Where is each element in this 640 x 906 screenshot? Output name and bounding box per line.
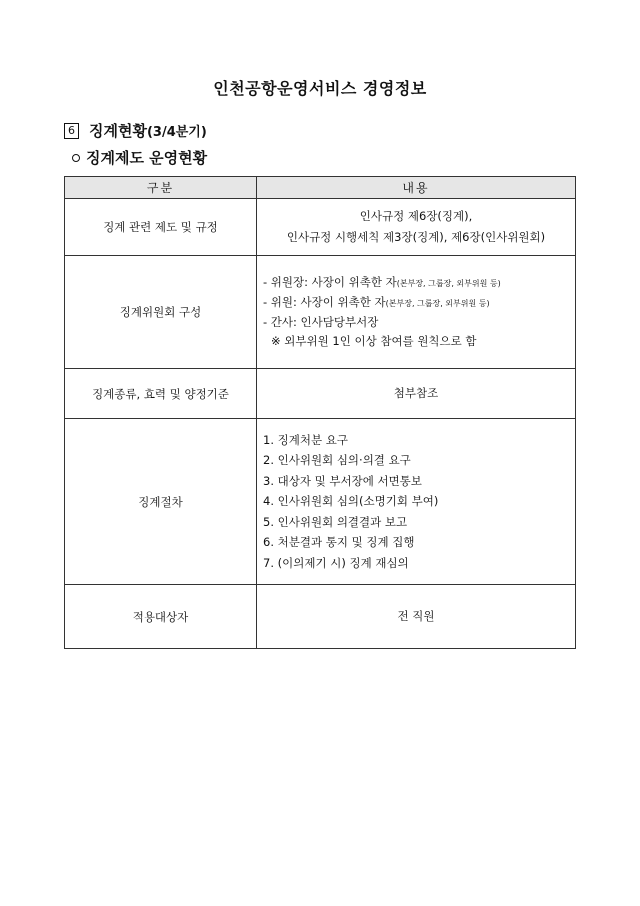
procedure-content (257, 419, 576, 585)
chair-text: - 위원장: 사장이 위촉한 자 (263, 275, 397, 289)
row-label: 적용대상자 (65, 585, 257, 649)
regulation-line: 인사규정 시행세칙 제3장(징계), 제6장(인사위원회) (286, 230, 546, 244)
member-detail: (본부장, 그룹장, 외부위원 등) (385, 299, 490, 308)
row-label: 징계절차 (65, 419, 257, 585)
table-row (65, 256, 576, 369)
procedure-step: 5. 인사위원회 의결결과 보고 (263, 514, 408, 529)
header-content: 내용 (257, 177, 576, 199)
types-content: 첨부참조 (257, 369, 576, 419)
subsection-heading (72, 147, 207, 168)
table-row (65, 419, 576, 585)
procedure-step: 4. 인사위원회 심의(소명기회 부여) (263, 494, 439, 509)
committee-member (263, 293, 575, 313)
table-row (65, 369, 576, 419)
regulation-content (257, 199, 576, 256)
procedure-step: 7. (이의제기 시) 징계 재심의 (263, 555, 409, 570)
procedure-step: 3. 대상자 및 부서장에 서면통보 (263, 473, 422, 488)
committee-content (257, 256, 576, 369)
regulation-line: 인사규정 제6장(징계), (359, 209, 473, 223)
committee-secretary: - 간사: 인사담당부서장 (263, 315, 379, 329)
section-number-box: 6 (64, 123, 79, 139)
target-content: 전 직원 (257, 585, 576, 649)
procedure-step: 2. 인사위원회 심의·의결 요구 (263, 453, 411, 468)
procedure-step: 1. 징계처분 요구 (263, 432, 348, 447)
section-title: 징계현황 (89, 122, 147, 140)
subsection-title: 징계제도 운영현황 (86, 149, 208, 167)
committee-chair (263, 273, 575, 293)
page-title: 인천공항운영서비스 경영정보 (213, 79, 427, 98)
table-row (65, 585, 576, 649)
section-heading (64, 120, 207, 141)
circle-bullet-icon (72, 154, 80, 162)
procedure-step: 6. 처분결과 통지 및 징계 집행 (263, 535, 415, 550)
row-label: 징계위원회 구성 (65, 256, 257, 369)
row-label: 징계종류, 효력 및 양정기준 (65, 369, 257, 419)
committee-note: ※ 외부위원 1인 이상 참여를 원칙으로 함 (271, 334, 477, 348)
header-category: 구분 (65, 177, 257, 199)
table-row (65, 199, 576, 256)
section-period: (3/4분기) (146, 125, 207, 140)
discipline-system-table (64, 176, 576, 649)
chair-detail: (본부장, 그룹장, 외부위원 등) (396, 279, 501, 288)
row-label: 징계 관련 제도 및 규정 (65, 199, 257, 256)
member-text: - 위원: 사장이 위촉한 자 (263, 295, 386, 309)
table-header-row (65, 177, 576, 199)
